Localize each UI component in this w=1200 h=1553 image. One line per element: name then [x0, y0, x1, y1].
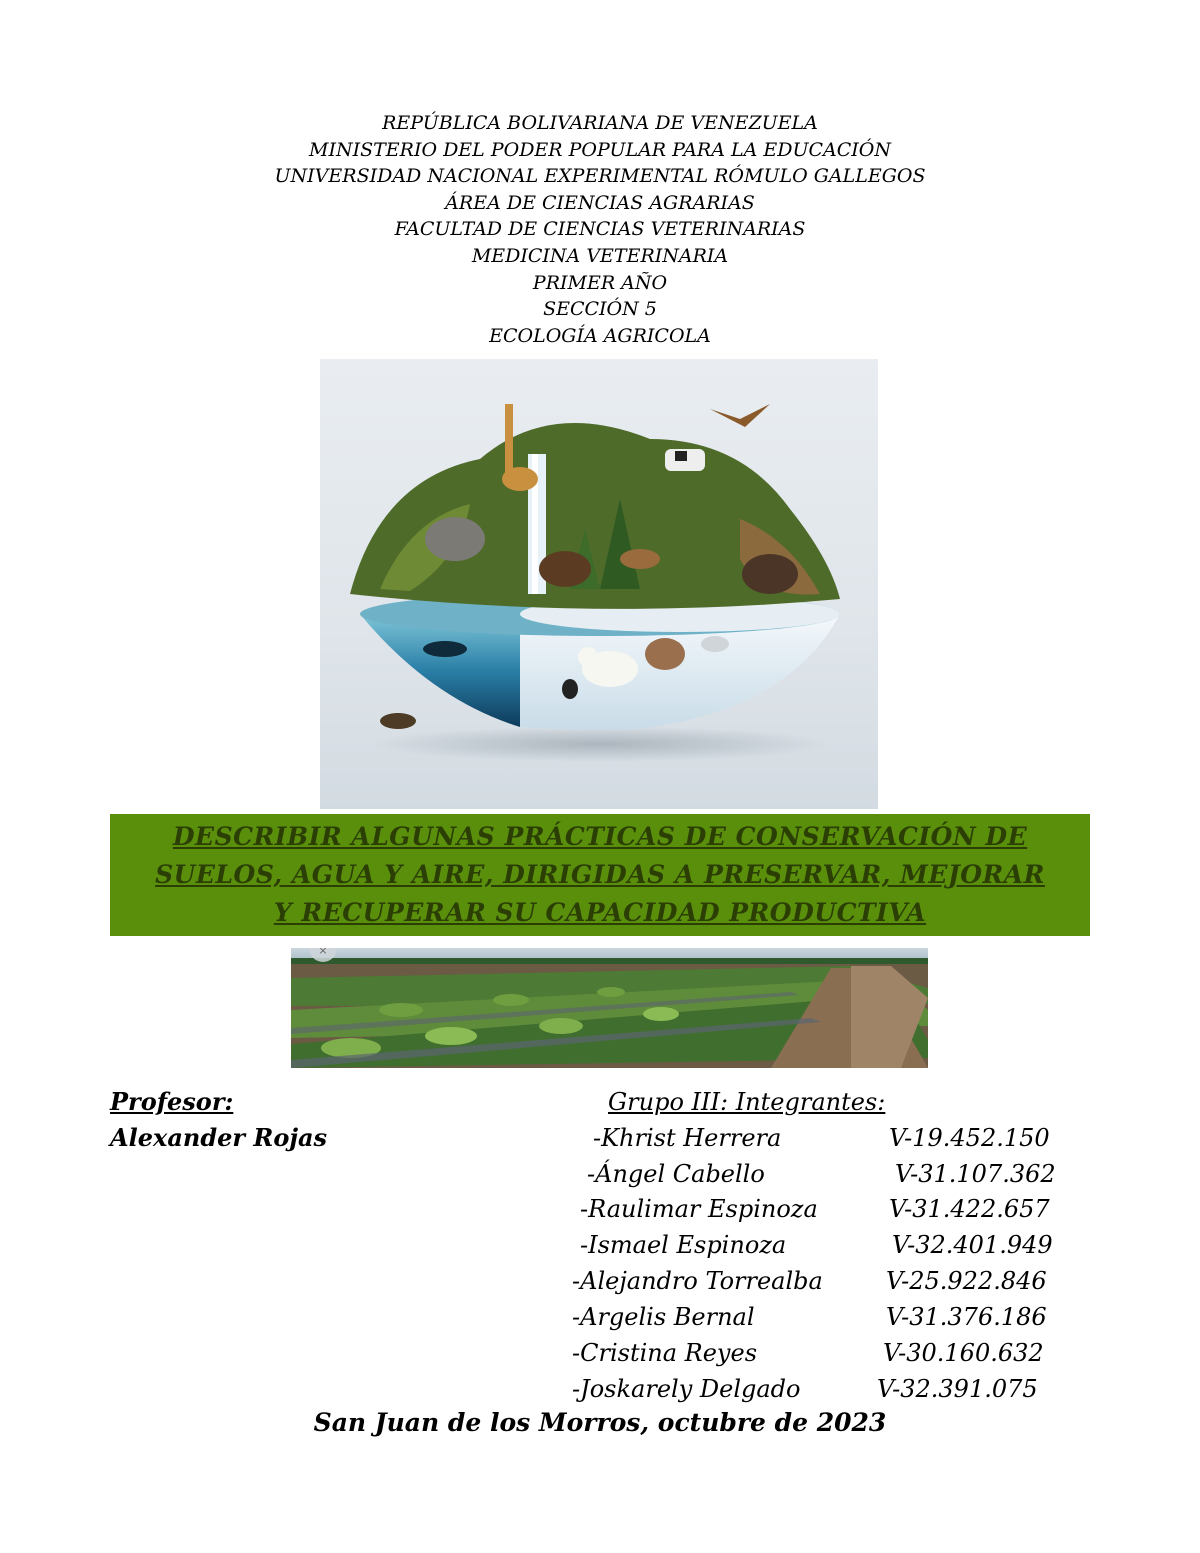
member-id: V-31.422.657 [889, 1195, 1050, 1223]
crop-field-illustration [291, 948, 928, 1068]
header-line-career: MEDICINA VETERINARIA [471, 244, 729, 267]
ecosystem-earth-image [320, 359, 878, 809]
member-id: V-25.922.846 [886, 1267, 1047, 1295]
member-id: V-32.401.949 [892, 1231, 1053, 1259]
header-line-subject: ECOLOGÍA AGRICOLA [489, 324, 711, 347]
title-line-3: Y RECUPERAR SU CAPACIDAD PRODUCTIVA [273, 898, 927, 927]
member-id: V-19.452.150 [889, 1124, 1050, 1152]
member-name: -Argelis Bernal [572, 1303, 755, 1331]
member-name: -Alejandro Torrealba [572, 1267, 823, 1295]
header-line-ministry: MINISTERIO DEL PODER POPULAR PARA LA EDUCACIÓN [309, 138, 891, 161]
member-id: V-31.107.362 [895, 1160, 1056, 1188]
member-id: V-30.160.632 [883, 1339, 1044, 1367]
earth-illustration [320, 359, 878, 809]
member-name: -Cristina Reyes [572, 1339, 758, 1367]
crop-field-image [291, 948, 928, 1068]
place-date: San Juan de los Morros, octubre de 2023 [313, 1408, 887, 1437]
member-id: V-32.391.075 [877, 1375, 1038, 1403]
header-line-section: SECCIÓN 5 [543, 298, 657, 321]
header-line-year: PRIMER AÑO [532, 271, 668, 294]
title-line-1: DESCRIBIR ALGUNAS PRÁCTICAS DE CONSERVACIÓN DE [172, 822, 1028, 851]
member-id: V-31.376.186 [886, 1303, 1047, 1331]
professor-label: Profesor: [110, 1087, 234, 1116]
member-name: -Ismael Espinoza [580, 1231, 787, 1259]
member-name: -Joskarely Delgado [572, 1375, 801, 1403]
member-name: -Raulimar Espinoza [580, 1195, 818, 1223]
professor-name: Alexander Rojas [110, 1123, 328, 1152]
close-icon: × [318, 948, 328, 957]
member-name: -Khrist Herrera [593, 1124, 782, 1152]
title-banner [110, 814, 1090, 936]
member-name: -Ángel Cabello [587, 1160, 765, 1188]
header-line-area: ÁREA DE CIENCIAS AGRARIAS [445, 191, 755, 214]
header-line-faculty: FACULTAD DE CIENCIAS VETERINARIAS [394, 218, 806, 241]
title-line-2: SUELOS, AGUA Y AIRE, DIRIGIDAS A PRESERVAR, MEJORAR [155, 860, 1045, 889]
group-label: Grupo III: Integrantes: [608, 1088, 886, 1116]
institution-header [0, 110, 1200, 349]
header-line-university: UNIVERSIDAD NACIONAL EXPERIMENTAL RÓMULO GALLEGOS [274, 165, 926, 188]
header-line-republic: REPÚBLICA BOLIVARIANA DE VENEZUELA [382, 112, 818, 134]
